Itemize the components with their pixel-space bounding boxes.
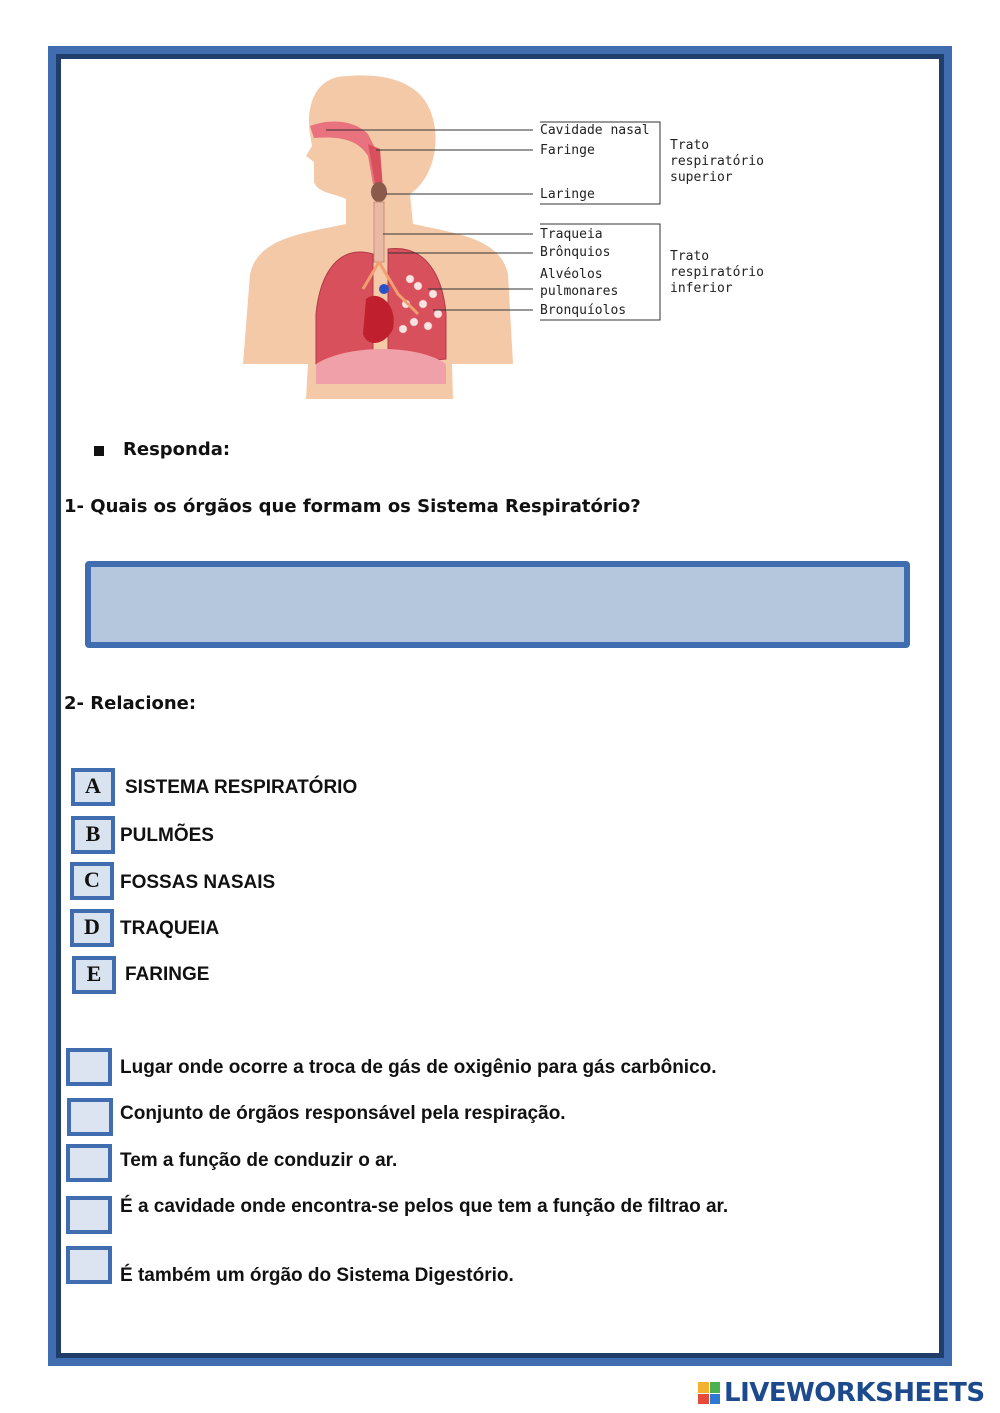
letter-box-b: B	[71, 816, 115, 854]
question-1: 1- Quais os órgãos que formam os Sistema Respiratório?	[64, 496, 641, 517]
item-label-d: TRAQUEIA	[120, 918, 220, 939]
lower-tract-line2: respiratório	[670, 265, 764, 280]
upper-tract-line2: respiratório	[670, 154, 764, 169]
question-2: 2- Relacione:	[64, 693, 197, 714]
respiratory-system-diagram	[228, 64, 773, 399]
label-bronquiolos: Bronquíolos	[540, 303, 627, 318]
item-label-a: SISTEMA RESPIRATÓRIO	[125, 777, 358, 798]
liveworksheets-logo	[698, 1377, 985, 1409]
prompt-responda: Responda:	[123, 439, 231, 460]
item-label-c: FOSSAS NASAIS	[120, 872, 276, 893]
letter-box-d: D	[70, 909, 114, 947]
letter-box-e: E	[72, 956, 116, 994]
definition-4: É a cavidade onde encontra-se pelos que tem a função de filtrao ar.	[120, 1196, 729, 1217]
answer-box-def-2[interactable]	[67, 1098, 113, 1136]
logo-square-4	[710, 1394, 721, 1405]
logo-mark-icon	[698, 1382, 720, 1404]
logo-square-1	[698, 1382, 709, 1393]
label-alveolos: Alvéolos	[540, 267, 603, 282]
item-label-e: FARINGE	[125, 964, 210, 985]
definition-5: É também um órgão do Sistema Digestório.	[120, 1265, 514, 1286]
letter-box-c: C	[70, 862, 114, 900]
trachea	[374, 202, 384, 262]
lower-tract-line1: Trato	[670, 249, 710, 264]
lower-tract-line3: inferior	[670, 281, 733, 296]
answer-box-def-3[interactable]	[66, 1144, 112, 1182]
answer-box-def-4[interactable]	[66, 1196, 112, 1234]
aorta-marker	[379, 284, 389, 294]
definition-1: Lugar onde ocorre a troca de gás de oxigênio para gás carbônico.	[120, 1057, 717, 1078]
upper-tract-line1: Trato	[670, 138, 710, 153]
logo-square-3	[698, 1394, 709, 1405]
item-label-b: PULMÕES	[120, 825, 214, 846]
logo-square-2	[710, 1382, 721, 1393]
answer-box-def-5[interactable]	[66, 1246, 112, 1284]
answer-input-1[interactable]	[85, 561, 910, 648]
label-cavidade-nasal: Cavidade nasal	[540, 123, 650, 138]
upper-tract-line3: superior	[670, 170, 733, 185]
definition-2: Conjunto de órgãos responsável pela respiração.	[120, 1103, 566, 1124]
brand-name: LIVEWORKSHEETS	[724, 1378, 985, 1408]
bullet-square	[94, 446, 104, 456]
definition-3: Tem a função de conduzir o ar.	[120, 1150, 398, 1171]
label-pulmonares: pulmonares	[540, 284, 619, 299]
label-bronquios: Brônquios	[540, 245, 611, 260]
label-traqueia: Traqueia	[540, 227, 603, 242]
label-laringe: Laringe	[540, 187, 595, 202]
answer-box-def-1[interactable]	[66, 1048, 112, 1086]
letter-box-a: A	[71, 768, 115, 806]
larynx	[371, 182, 387, 202]
label-faringe: Faringe	[540, 143, 595, 158]
